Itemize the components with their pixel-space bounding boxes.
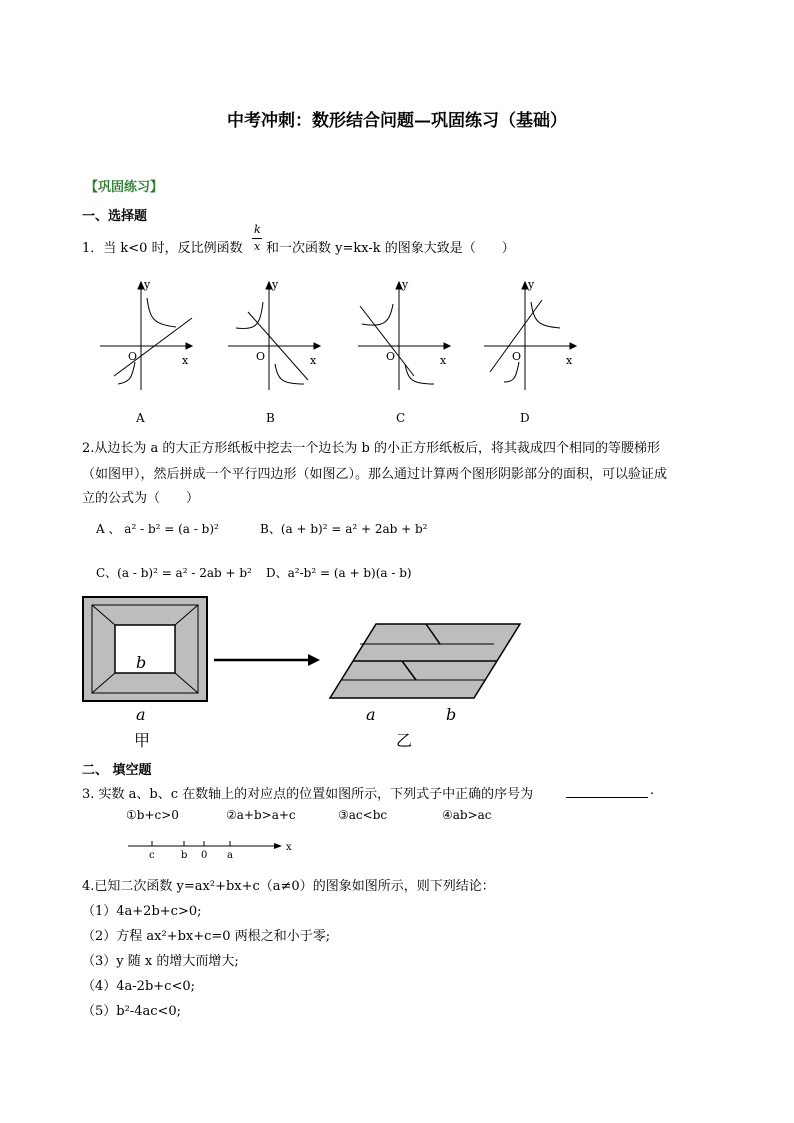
graph-c-y-label: y: [402, 278, 409, 291]
graph-a-label: A: [136, 411, 145, 425]
q4-stem: 4.已知二次函数 y=ax²+bx+c（a≠0）的图象如图所示，则下列结论：: [82, 879, 495, 894]
graph-c-x-label: x: [440, 354, 447, 367]
graph-d-label: D: [520, 411, 530, 425]
q4-item-2: （2）方程 ax²+bx+c=0 两根之和小于零;: [82, 929, 331, 944]
figure-jia-caption: 甲: [134, 731, 151, 750]
graph-b-y-label: y: [272, 278, 279, 291]
figure-jia-inner-label: b: [136, 653, 147, 672]
q3-option-4: ④ab>ac: [442, 808, 492, 822]
q2-line2: （如图甲），然后拼成一个平行四边形（如图乙）。那么通过计算两个图形阴影部分的面积，可以验证成: [82, 467, 668, 482]
numline-c: c: [149, 850, 155, 861]
graph-c: [358, 282, 450, 390]
q1-frac-denominator: x: [254, 240, 261, 253]
numline-x: x: [286, 842, 292, 853]
q3-option-2: ②a+b>a+c: [226, 808, 296, 822]
q1-frac-bar: [252, 238, 262, 239]
graph-c-label: C: [396, 411, 406, 425]
figure-yi-caption: 乙: [396, 731, 413, 750]
q2-option-d: D、a²-b² = (a + b)(a - b): [266, 566, 412, 580]
q4-item-5: （5）b²-4ac<0;: [82, 1004, 182, 1019]
q2-line3: 立的公式为（ ）: [82, 491, 200, 506]
graph-b-origin: O: [256, 350, 266, 363]
q3-option-1: ①b+c>0: [126, 808, 179, 822]
graph-a-y-label: y: [144, 278, 151, 291]
q3-answer-blank[interactable]: [566, 797, 648, 798]
arrow-head: [308, 654, 320, 666]
q3-number-line: [126, 836, 296, 864]
q4-item-3: （3）y 随 x 的增大而增大;: [82, 954, 239, 969]
graph-d-x-label: x: [566, 354, 573, 367]
graph-d-y-label: y: [528, 278, 535, 291]
q2-figures: [80, 594, 530, 754]
graph-a-origin: O: [128, 350, 138, 363]
graph-b-x-label: x: [310, 354, 317, 367]
graph-a: [100, 282, 192, 390]
q4-item-4: （4）4a-2b+c<0;: [82, 979, 195, 994]
q2-option-a: A 、 a² - b² = (a - b)²: [96, 522, 219, 536]
q1-graphs: [80, 272, 610, 432]
q2-option-b: B、(a + b)² = a² + 2ab + b²: [260, 522, 428, 536]
figure-yi: [330, 624, 520, 698]
figure-yi-b-label: b: [446, 705, 457, 724]
numline-a: a: [227, 850, 233, 861]
graph-c-origin: O: [386, 350, 396, 363]
numline-zero: 0: [201, 850, 208, 861]
q1-stem-pre: 1．当 k<0 时，反比例函数: [82, 241, 243, 256]
part1-heading: 一、选择题: [82, 209, 148, 224]
numline-b: b: [181, 850, 188, 861]
q1-frac-numerator: k: [254, 223, 261, 236]
graph-d-origin: O: [512, 350, 522, 363]
figure-yi-a-label: a: [366, 705, 376, 724]
graph-a-x-label: x: [182, 354, 189, 367]
q3-stem: 3. 实数 a、b、c 在数轴上的对应点的位置如图所示，下列式子中正确的序号为: [82, 787, 534, 802]
q4-item-1: （1）4a+2b+c>0;: [82, 904, 202, 919]
page-title: 中考冲刺：数形结合问题—巩固练习（基础）: [227, 111, 567, 131]
q1-stem-post: 和一次函数 y=kx-k 的图象大致是（ ）: [266, 241, 515, 256]
part2-heading: 二、 填空题: [82, 763, 152, 778]
graph-b-label: B: [266, 411, 275, 425]
figure-jia: [83, 597, 207, 701]
graph-d: [484, 282, 576, 390]
figure-jia-side-label: a: [136, 705, 146, 724]
graph-b: [228, 282, 320, 390]
q3-option-3: ③ac<bc: [338, 808, 388, 822]
section-tag: 【巩固练习】: [85, 180, 164, 195]
q2-line1: 2.从边长为 a 的大正方形纸板中挖去一个边长为 b 的小正方形纸板后，将其裁成四个相同的等腰梯形: [82, 441, 661, 456]
q3-stem-end: .: [650, 783, 655, 798]
q2-option-c: C、(a - b)² = a² - 2ab + b²: [96, 566, 252, 580]
